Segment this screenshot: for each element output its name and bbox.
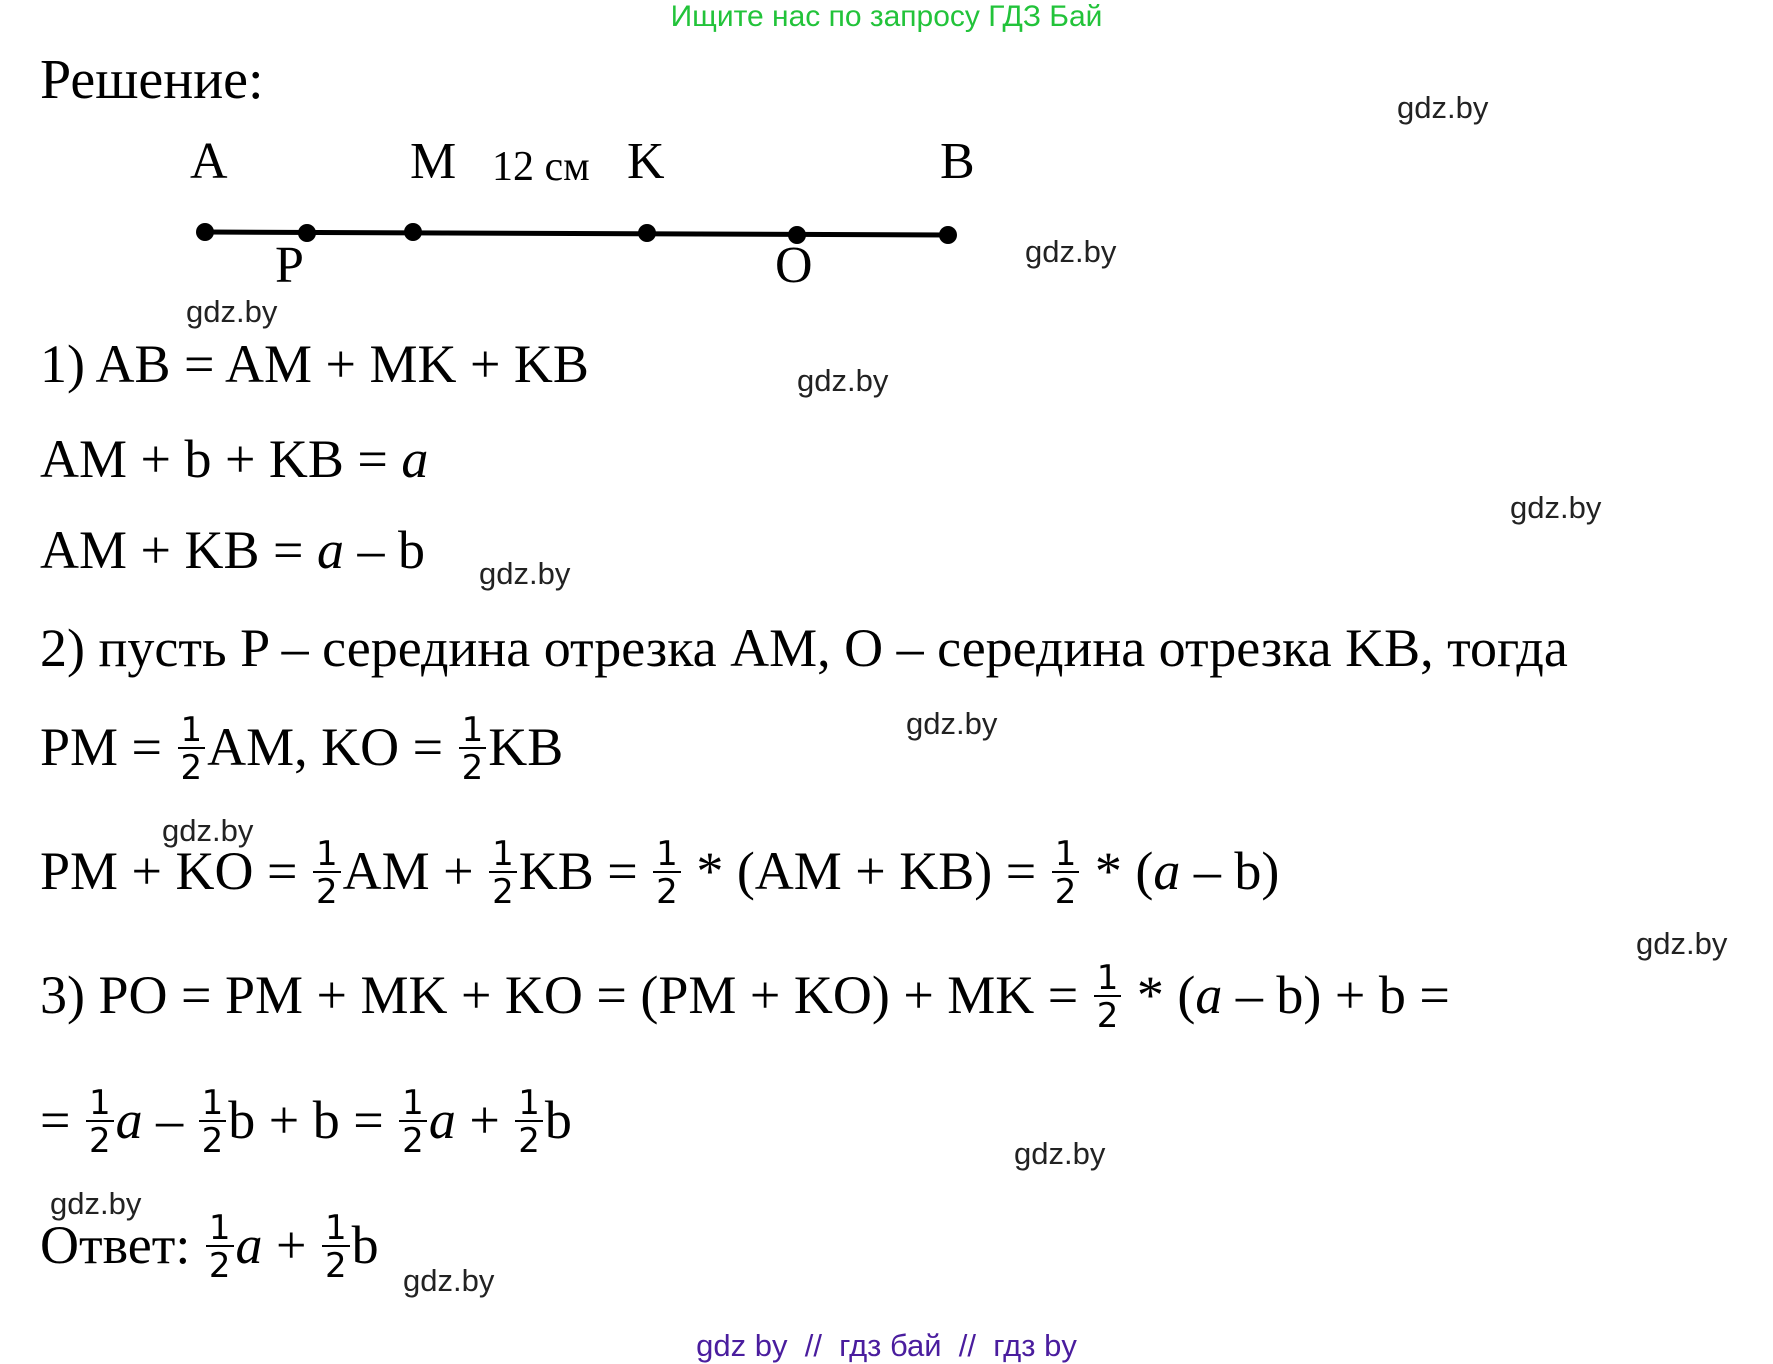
watermark: gdz.by (403, 1263, 495, 1298)
var-a: a (428, 1090, 456, 1150)
expr: b (544, 1090, 572, 1150)
fraction-half: $\frac{1}{2}$ (178, 713, 206, 785)
expr: * ( (1123, 965, 1196, 1025)
fraction-half: $\frac{1}{2}$ (86, 1086, 114, 1158)
var-a: a (1195, 965, 1223, 1025)
step-3-line-2 (40, 1082, 572, 1162)
expr: PM + KO = (40, 841, 311, 901)
expr: – (142, 1090, 197, 1150)
expr: 3) PO = PM + MK + KO = (PM + KO) + MK = (40, 965, 1092, 1025)
expr: – b) (1180, 841, 1280, 901)
fraction-half: $\frac{1}{2}$ (399, 1086, 427, 1158)
fraction-half: $\frac{1}{2}$ (653, 837, 681, 909)
footer-links: gdz by // гдз бай // гдз by (696, 1328, 1077, 1363)
expr: = (40, 1090, 84, 1150)
watermark: gdz.by (50, 1186, 142, 1221)
watermark: gdz.by (1025, 234, 1117, 269)
expr: AM + (342, 841, 488, 901)
label-b: B (940, 133, 975, 190)
answer-line (40, 1207, 379, 1287)
fraction-half: $\frac{1}{2}$ (199, 1086, 227, 1158)
point-m (404, 223, 422, 241)
step-1-line: 1) AB = AM + MK + KB (40, 334, 589, 394)
fraction-half: $\frac{1}{2}$ (1094, 961, 1122, 1033)
label-a: A (190, 133, 228, 190)
label-p: P (275, 237, 304, 290)
fraction-half: $\frac{1}{2}$ (489, 837, 517, 909)
top-banner: Ищите нас по запросу ГДЗ Бай (670, 0, 1103, 33)
point-a (196, 223, 214, 241)
step-1-line-3 (40, 519, 425, 581)
step-2-line-3 (40, 833, 1280, 913)
expr: PM = (40, 717, 176, 777)
watermark: gdz.by (186, 294, 278, 329)
segment-line (205, 232, 948, 235)
expr: KB = (518, 841, 652, 901)
expr: + (455, 1090, 514, 1150)
expr: – b (343, 520, 425, 580)
expr: AM + b + KB = (40, 429, 402, 489)
var-a: a (235, 1215, 263, 1275)
step-3-line (40, 957, 1450, 1037)
label-12cm: 12 см (492, 144, 590, 190)
step-2-line-2 (40, 709, 564, 789)
fraction-half: $\frac{1}{2}$ (515, 1086, 543, 1158)
solution-heading: Решение: (40, 49, 264, 111)
fraction-half: $\frac{1}{2}$ (313, 837, 341, 909)
step-1-line-2 (40, 428, 428, 490)
expr: b + b = (228, 1090, 398, 1150)
watermark: gdz.by (1510, 490, 1602, 525)
var-a: a (1153, 841, 1181, 901)
label-m: M (410, 133, 457, 190)
expr: b (351, 1215, 379, 1275)
watermark: gdz.by (162, 813, 254, 848)
point-k (638, 224, 656, 242)
step-2-line: 2) пусть P – середина отрезка AM, O – середина отрезка KB, тогда (40, 618, 1568, 678)
label-o: O (775, 237, 813, 290)
expr: * ( (1081, 841, 1154, 901)
watermark: gdz.by (1636, 926, 1728, 961)
watermark: gdz.by (797, 363, 889, 398)
expr: AM + KB = (40, 520, 317, 580)
watermark: gdz.by (906, 706, 998, 741)
watermark: gdz.by (1014, 1136, 1106, 1171)
expr: + (262, 1215, 320, 1275)
fraction-half: $\frac{1}{2}$ (206, 1211, 234, 1283)
fraction-half: $\frac{1}{2}$ (322, 1211, 350, 1283)
var-a: a (115, 1090, 143, 1150)
watermark: gdz.by (479, 556, 571, 591)
expr: AM, KO = (207, 717, 457, 777)
expr: – b) + b = (1222, 965, 1450, 1025)
segment-diagram (0, 130, 1000, 290)
fraction-half: $\frac{1}{2}$ (1052, 837, 1080, 909)
var-a: a (316, 520, 344, 580)
watermark: gdz.by (1397, 90, 1489, 125)
label-k: K (627, 133, 665, 190)
var-a: a (401, 429, 429, 489)
fraction-half: $\frac{1}{2}$ (459, 713, 487, 785)
expr: * (AM + KB) = (682, 841, 1050, 901)
answer-label: Ответ: (40, 1215, 204, 1275)
expr: KB (488, 717, 564, 777)
point-b (939, 226, 957, 244)
